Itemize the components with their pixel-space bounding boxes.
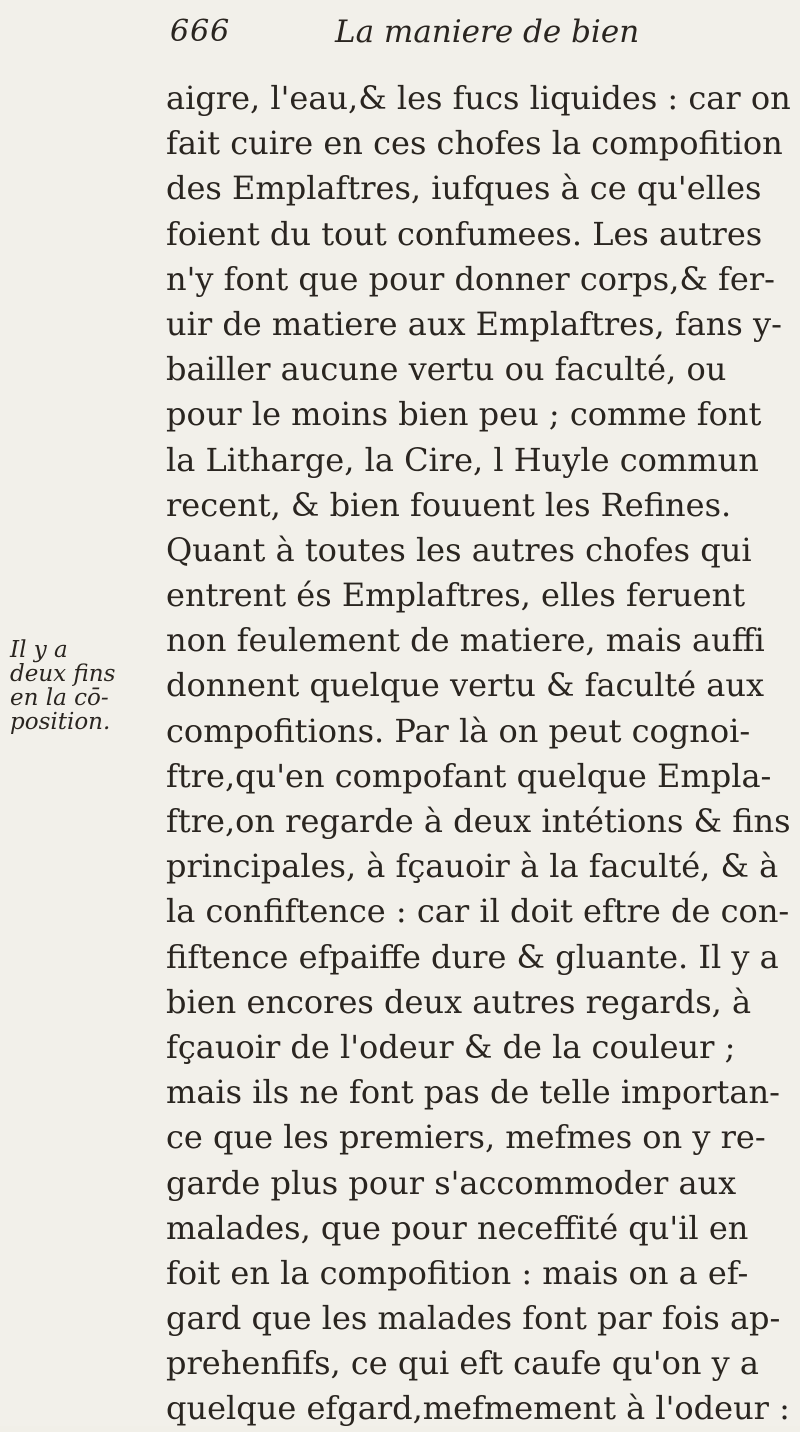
margin-note-line: en la cō- [10, 685, 109, 711]
text-line: ftre,qu'en compofant quelque Empla- [166, 756, 772, 795]
text-line: donnent quelque vertu & faculté aux [166, 666, 765, 705]
text-line: quelque efgard,mefmement à l'odeur : [166, 1389, 790, 1428]
text-line: bailler aucune vertu ou faculté, ou [166, 350, 727, 389]
body-text [166, 76, 800, 1432]
text-line: uir de matiere aux Emplaftres, fans y- [166, 304, 782, 343]
text-line: Quant à toutes les autres chofes qui [166, 530, 752, 569]
margin-note [10, 638, 160, 734]
text-line: ftre,on regarde à deux intétions & fins [166, 802, 791, 840]
text-line: bien encores deux autres regards, à [166, 982, 752, 1021]
text-line: recent, & bien fouuent les Refines. [166, 485, 732, 524]
page-number: 666 [170, 14, 231, 49]
text-line: aigre, l'eau,& les fucs liquides : car on [166, 79, 791, 117]
text-line: garde plus pour s'accommoder aux [166, 1163, 737, 1202]
page-header [170, 14, 730, 64]
text-line: non feulement de matiere, mais auffi [166, 621, 765, 660]
text-line: malades, que pour neceffité qu'il en [166, 1208, 749, 1247]
margin-note-line: position. [10, 709, 111, 735]
text-line: fçauoir de l'odeur & de la couleur ; [166, 1027, 736, 1066]
text-line: fiftence efpaiffe dure & gluante. Il y a [166, 937, 779, 976]
text-line: mais ils ne font pas de telle importan- [166, 1073, 780, 1112]
text-line: la Litharge, la Cire, l Huyle commun [166, 440, 759, 479]
text-line: compofitions. Par là on peut cognoi- [166, 711, 751, 750]
text-line: fait cuire en ces chofes la compofition [166, 124, 783, 163]
text-line: la confiftence : car il doit eftre de con- [166, 892, 790, 931]
text-line: n'y font que pour donner corps,& fer- [166, 259, 775, 298]
text-line: des Emplaftres, iufques à ce qu'elles [166, 169, 762, 208]
text-line: principales, à fçauoir à la faculté, & à [166, 847, 779, 886]
margin-note-line: Il y a [10, 637, 68, 663]
text-line: pour le moins bien peu ; comme font [166, 395, 762, 434]
text-line: prehenfifs, ce qui eft caufe qu'on y a [166, 1344, 759, 1383]
text-line: foient du tout confumees. Les autres [166, 214, 763, 253]
margin-note-line: deux fins [10, 661, 116, 687]
text-line: entrent és Emplaftres, elles feruent [166, 576, 746, 615]
running-head: La maniere de bien [335, 14, 640, 50]
text-line: foit en la compofition : mais on a ef- [166, 1253, 749, 1292]
text-line: ce que les premiers, mefmes on y re- [166, 1118, 766, 1157]
text-line: gard que les malades font par fois ap- [166, 1299, 781, 1338]
